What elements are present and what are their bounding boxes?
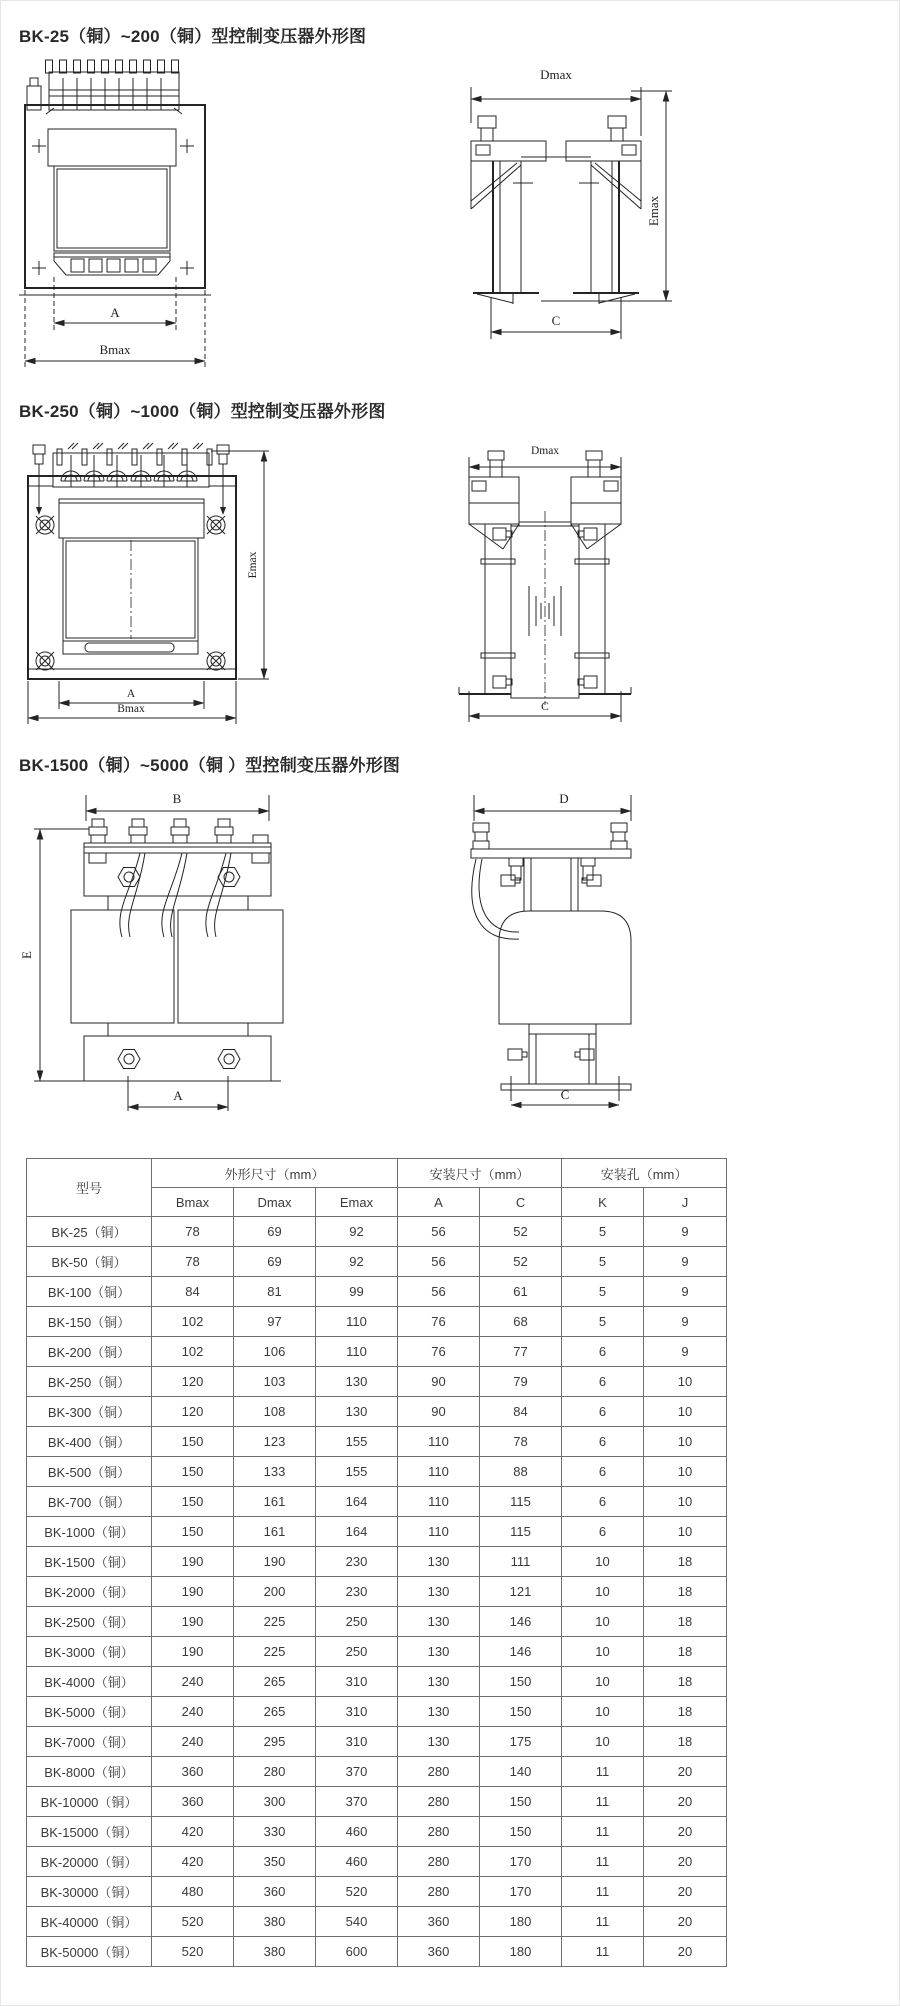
value-cell: 10 [562, 1577, 644, 1607]
value-cell: 11 [562, 1877, 644, 1907]
value-cell: 520 [316, 1877, 398, 1907]
value-cell: 92 [316, 1217, 398, 1247]
value-cell: 180 [480, 1907, 562, 1937]
value-cell: 265 [234, 1667, 316, 1697]
value-cell: 11 [562, 1937, 644, 1967]
value-cell: 280 [398, 1757, 480, 1787]
value-cell: 240 [152, 1667, 234, 1697]
value-cell: 5 [562, 1277, 644, 1307]
value-cell: 146 [480, 1637, 562, 1667]
value-cell: 161 [234, 1487, 316, 1517]
model-cell: BK-3000（铜） [27, 1637, 152, 1667]
value-cell: 460 [316, 1847, 398, 1877]
value-cell: 90 [398, 1397, 480, 1427]
value-cell: 280 [398, 1847, 480, 1877]
value-cell: 78 [480, 1427, 562, 1457]
value-cell: 164 [316, 1487, 398, 1517]
value-cell: 68 [480, 1307, 562, 1337]
table-row [27, 1907, 727, 1937]
value-cell: 150 [480, 1787, 562, 1817]
value-cell: 84 [152, 1277, 234, 1307]
model-cell: BK-10000（铜） [27, 1787, 152, 1817]
value-cell: 150 [152, 1517, 234, 1547]
table-row [27, 1847, 727, 1877]
value-cell: 110 [398, 1517, 480, 1547]
table-row [27, 1487, 727, 1517]
value-cell: 18 [644, 1547, 727, 1577]
value-cell: 130 [398, 1667, 480, 1697]
table-row [27, 1397, 727, 1427]
value-cell: 130 [398, 1547, 480, 1577]
value-cell: 115 [480, 1517, 562, 1547]
table-row [27, 1367, 727, 1397]
value-cell: 6 [562, 1427, 644, 1457]
value-cell: 161 [234, 1517, 316, 1547]
value-cell: 111 [480, 1547, 562, 1577]
header-model: 型号 [27, 1159, 152, 1217]
value-cell: 18 [644, 1637, 727, 1667]
value-cell: 420 [152, 1847, 234, 1877]
model-cell: BK-250（铜） [27, 1367, 152, 1397]
value-cell: 360 [398, 1907, 480, 1937]
value-cell: 10 [644, 1517, 727, 1547]
value-cell: 10 [644, 1427, 727, 1457]
value-cell: 120 [152, 1367, 234, 1397]
table-row [27, 1247, 727, 1277]
value-cell: 84 [480, 1397, 562, 1427]
value-cell: 130 [316, 1397, 398, 1427]
section-1-title: BK-25（铜）~200（铜）型控制变压器外形图 [19, 27, 367, 46]
value-cell: 150 [480, 1817, 562, 1847]
value-cell: 6 [562, 1457, 644, 1487]
value-cell: 170 [480, 1877, 562, 1907]
subheader-j: J [644, 1188, 727, 1217]
value-cell: 190 [234, 1547, 316, 1577]
spec-table-body [27, 1217, 727, 1967]
value-cell: 190 [152, 1637, 234, 1667]
model-cell: BK-100（铜） [27, 1277, 152, 1307]
model-cell: BK-200（铜） [27, 1337, 152, 1367]
value-cell: 20 [644, 1907, 727, 1937]
table-row [27, 1337, 727, 1367]
table-row [27, 1787, 727, 1817]
value-cell: 420 [152, 1817, 234, 1847]
model-cell: BK-1000（铜） [27, 1517, 152, 1547]
subheader-c: C [480, 1188, 562, 1217]
side-view-drawing-3 [431, 789, 641, 1114]
subheader-emax: Emax [316, 1188, 398, 1217]
value-cell: 200 [234, 1577, 316, 1607]
table-row [27, 1457, 727, 1487]
header-outline-dims: 外形尺寸（mm） [152, 1159, 398, 1188]
value-cell: 78 [152, 1247, 234, 1277]
value-cell: 61 [480, 1277, 562, 1307]
side-view-drawing-1 [421, 61, 681, 346]
value-cell: 5 [562, 1217, 644, 1247]
value-cell: 130 [398, 1577, 480, 1607]
table-row [27, 1877, 727, 1907]
value-cell: 146 [480, 1607, 562, 1637]
value-cell: 460 [316, 1817, 398, 1847]
model-cell: BK-50000（铜） [27, 1937, 152, 1967]
table-row [27, 1577, 727, 1607]
value-cell: 280 [398, 1787, 480, 1817]
dim-label-e: E [19, 951, 34, 959]
model-cell: BK-1500（铜） [27, 1547, 152, 1577]
value-cell: 350 [234, 1847, 316, 1877]
value-cell: 10 [562, 1697, 644, 1727]
spec-table [26, 1158, 727, 1967]
value-cell: 240 [152, 1697, 234, 1727]
value-cell: 110 [316, 1307, 398, 1337]
front-view-drawing-2 [23, 441, 273, 731]
value-cell: 121 [480, 1577, 562, 1607]
value-cell: 280 [234, 1757, 316, 1787]
value-cell: 250 [316, 1607, 398, 1637]
dim-label-bmax: Bmax [99, 342, 131, 357]
value-cell: 97 [234, 1307, 316, 1337]
dim-label-a: A [110, 305, 120, 320]
dim-label-c: C [551, 313, 561, 328]
value-cell: 69 [234, 1247, 316, 1277]
value-cell: 360 [152, 1757, 234, 1787]
value-cell: 5 [562, 1247, 644, 1277]
model-cell: BK-400（铜） [27, 1427, 152, 1457]
value-cell: 10 [644, 1367, 727, 1397]
value-cell: 190 [152, 1607, 234, 1637]
front-view-drawing-1 [19, 58, 219, 373]
value-cell: 133 [234, 1457, 316, 1487]
value-cell: 190 [152, 1547, 234, 1577]
front-view-drawing-3 [19, 789, 309, 1114]
model-cell: BK-50（铜） [27, 1247, 152, 1277]
value-cell: 310 [316, 1697, 398, 1727]
section-2-title: BK-250（铜）~1000（铜）型控制变压器外形图 [19, 402, 386, 421]
value-cell: 540 [316, 1907, 398, 1937]
header-mounting-holes: 安装孔（mm） [562, 1159, 727, 1188]
value-cell: 230 [316, 1577, 398, 1607]
value-cell: 380 [234, 1937, 316, 1967]
value-cell: 300 [234, 1787, 316, 1817]
value-cell: 225 [234, 1607, 316, 1637]
model-cell: BK-7000（铜） [27, 1727, 152, 1757]
value-cell: 175 [480, 1727, 562, 1757]
value-cell: 9 [644, 1307, 727, 1337]
value-cell: 6 [562, 1337, 644, 1367]
value-cell: 20 [644, 1757, 727, 1787]
value-cell: 170 [480, 1847, 562, 1877]
value-cell: 6 [562, 1517, 644, 1547]
value-cell: 520 [152, 1937, 234, 1967]
value-cell: 10 [562, 1727, 644, 1757]
value-cell: 150 [480, 1667, 562, 1697]
value-cell: 130 [316, 1367, 398, 1397]
section-3-title: BK-1500（铜）~5000（铜 ）型控制变压器外形图 [19, 756, 401, 775]
table-row [27, 1307, 727, 1337]
value-cell: 20 [644, 1877, 727, 1907]
value-cell: 150 [152, 1487, 234, 1517]
value-cell: 11 [562, 1847, 644, 1877]
value-cell: 11 [562, 1757, 644, 1787]
value-cell: 9 [644, 1277, 727, 1307]
dim-label-a: A [126, 688, 136, 700]
value-cell: 225 [234, 1637, 316, 1667]
value-cell: 76 [398, 1307, 480, 1337]
value-cell: 280 [398, 1877, 480, 1907]
value-cell: 108 [234, 1397, 316, 1427]
value-cell: 18 [644, 1727, 727, 1757]
value-cell: 155 [316, 1427, 398, 1457]
table-row [27, 1427, 727, 1457]
value-cell: 250 [316, 1637, 398, 1667]
table-row [27, 1817, 727, 1847]
value-cell: 102 [152, 1307, 234, 1337]
value-cell: 9 [644, 1247, 727, 1277]
value-cell: 360 [152, 1787, 234, 1817]
value-cell: 380 [234, 1907, 316, 1937]
value-cell: 11 [562, 1787, 644, 1817]
subheader-bmax: Bmax [152, 1188, 234, 1217]
dim-label-bmax: Bmax [117, 703, 145, 715]
value-cell: 370 [316, 1787, 398, 1817]
value-cell: 115 [480, 1487, 562, 1517]
value-cell: 230 [316, 1547, 398, 1577]
value-cell: 280 [398, 1817, 480, 1847]
value-cell: 6 [562, 1487, 644, 1517]
table-row [27, 1277, 727, 1307]
value-cell: 92 [316, 1247, 398, 1277]
model-cell: BK-300（铜） [27, 1397, 152, 1427]
model-cell: BK-4000（铜） [27, 1667, 152, 1697]
dim-label-c: C [560, 1087, 570, 1102]
value-cell: 164 [316, 1517, 398, 1547]
value-cell: 310 [316, 1727, 398, 1757]
value-cell: 150 [152, 1427, 234, 1457]
value-cell: 150 [152, 1457, 234, 1487]
dim-label-dmax: Dmax [540, 67, 572, 82]
value-cell: 180 [480, 1937, 562, 1967]
value-cell: 20 [644, 1787, 727, 1817]
table-row [27, 1727, 727, 1757]
value-cell: 56 [398, 1277, 480, 1307]
table-row [27, 1217, 727, 1247]
value-cell: 78 [152, 1217, 234, 1247]
value-cell: 110 [398, 1427, 480, 1457]
model-cell: BK-30000（铜） [27, 1877, 152, 1907]
value-cell: 18 [644, 1667, 727, 1697]
value-cell: 370 [316, 1757, 398, 1787]
table-row [27, 1517, 727, 1547]
value-cell: 9 [644, 1337, 727, 1367]
model-cell: BK-2000（铜） [27, 1577, 152, 1607]
dim-label-emax: Emax [247, 551, 259, 579]
value-cell: 520 [152, 1907, 234, 1937]
value-cell: 18 [644, 1697, 727, 1727]
value-cell: 103 [234, 1367, 316, 1397]
value-cell: 106 [234, 1337, 316, 1367]
model-cell: BK-2500（铜） [27, 1607, 152, 1637]
table-row [27, 1637, 727, 1667]
header-mounting-dims: 安装尺寸（mm） [398, 1159, 562, 1188]
value-cell: 130 [398, 1727, 480, 1757]
value-cell: 130 [398, 1637, 480, 1667]
value-cell: 120 [152, 1397, 234, 1427]
model-cell: BK-500（铜） [27, 1457, 152, 1487]
value-cell: 10 [562, 1547, 644, 1577]
value-cell: 600 [316, 1937, 398, 1967]
value-cell: 190 [152, 1577, 234, 1607]
value-cell: 110 [316, 1337, 398, 1367]
table-row [27, 1757, 727, 1787]
value-cell: 81 [234, 1277, 316, 1307]
table-header-group-row [27, 1159, 727, 1188]
model-cell: BK-40000（铜） [27, 1907, 152, 1937]
model-cell: BK-8000（铜） [27, 1757, 152, 1787]
model-cell: BK-20000（铜） [27, 1847, 152, 1877]
value-cell: 88 [480, 1457, 562, 1487]
value-cell: 10 [562, 1607, 644, 1637]
value-cell: 69 [234, 1217, 316, 1247]
value-cell: 77 [480, 1337, 562, 1367]
value-cell: 240 [152, 1727, 234, 1757]
value-cell: 90 [398, 1367, 480, 1397]
dim-label-emax: Emax [646, 195, 661, 227]
value-cell: 6 [562, 1397, 644, 1427]
value-cell: 150 [480, 1697, 562, 1727]
value-cell: 10 [644, 1487, 727, 1517]
value-cell: 140 [480, 1757, 562, 1787]
value-cell: 10 [562, 1637, 644, 1667]
value-cell: 79 [480, 1367, 562, 1397]
table-row [27, 1697, 727, 1727]
value-cell: 20 [644, 1817, 727, 1847]
value-cell: 130 [398, 1607, 480, 1637]
side-view-drawing-2 [441, 441, 641, 731]
value-cell: 330 [234, 1817, 316, 1847]
value-cell: 11 [562, 1817, 644, 1847]
model-cell: BK-700（铜） [27, 1487, 152, 1517]
value-cell: 10 [644, 1397, 727, 1427]
value-cell: 10 [562, 1667, 644, 1697]
value-cell: 110 [398, 1457, 480, 1487]
table-row [27, 1607, 727, 1637]
value-cell: 9 [644, 1217, 727, 1247]
subheader-a: A [398, 1188, 480, 1217]
table-row [27, 1547, 727, 1577]
value-cell: 18 [644, 1577, 727, 1607]
model-cell: BK-5000（铜） [27, 1697, 152, 1727]
value-cell: 56 [398, 1247, 480, 1277]
value-cell: 10 [644, 1457, 727, 1487]
value-cell: 310 [316, 1667, 398, 1697]
subheader-dmax: Dmax [234, 1188, 316, 1217]
value-cell: 20 [644, 1847, 727, 1877]
dim-label-dmax: Dmax [530, 445, 560, 457]
value-cell: 295 [234, 1727, 316, 1757]
value-cell: 265 [234, 1697, 316, 1727]
model-cell: BK-25（铜） [27, 1217, 152, 1247]
value-cell: 20 [644, 1937, 727, 1967]
value-cell: 52 [480, 1247, 562, 1277]
value-cell: 123 [234, 1427, 316, 1457]
value-cell: 480 [152, 1877, 234, 1907]
table-row [27, 1937, 727, 1967]
value-cell: 99 [316, 1277, 398, 1307]
value-cell: 5 [562, 1307, 644, 1337]
value-cell: 102 [152, 1337, 234, 1367]
subheader-k: K [562, 1188, 644, 1217]
value-cell: 155 [316, 1457, 398, 1487]
dim-label-c: C [541, 701, 549, 713]
value-cell: 56 [398, 1217, 480, 1247]
value-cell: 52 [480, 1217, 562, 1247]
model-cell: BK-150（铜） [27, 1307, 152, 1337]
value-cell: 130 [398, 1697, 480, 1727]
dim-label-a: A [173, 1088, 183, 1103]
model-cell: BK-15000（铜） [27, 1817, 152, 1847]
dim-label-b: B [172, 791, 182, 806]
value-cell: 360 [398, 1937, 480, 1967]
dim-label-d: D [559, 791, 569, 806]
value-cell: 76 [398, 1337, 480, 1367]
table-row [27, 1667, 727, 1697]
value-cell: 110 [398, 1487, 480, 1517]
value-cell: 6 [562, 1367, 644, 1397]
value-cell: 18 [644, 1607, 727, 1637]
value-cell: 11 [562, 1907, 644, 1937]
value-cell: 360 [234, 1877, 316, 1907]
